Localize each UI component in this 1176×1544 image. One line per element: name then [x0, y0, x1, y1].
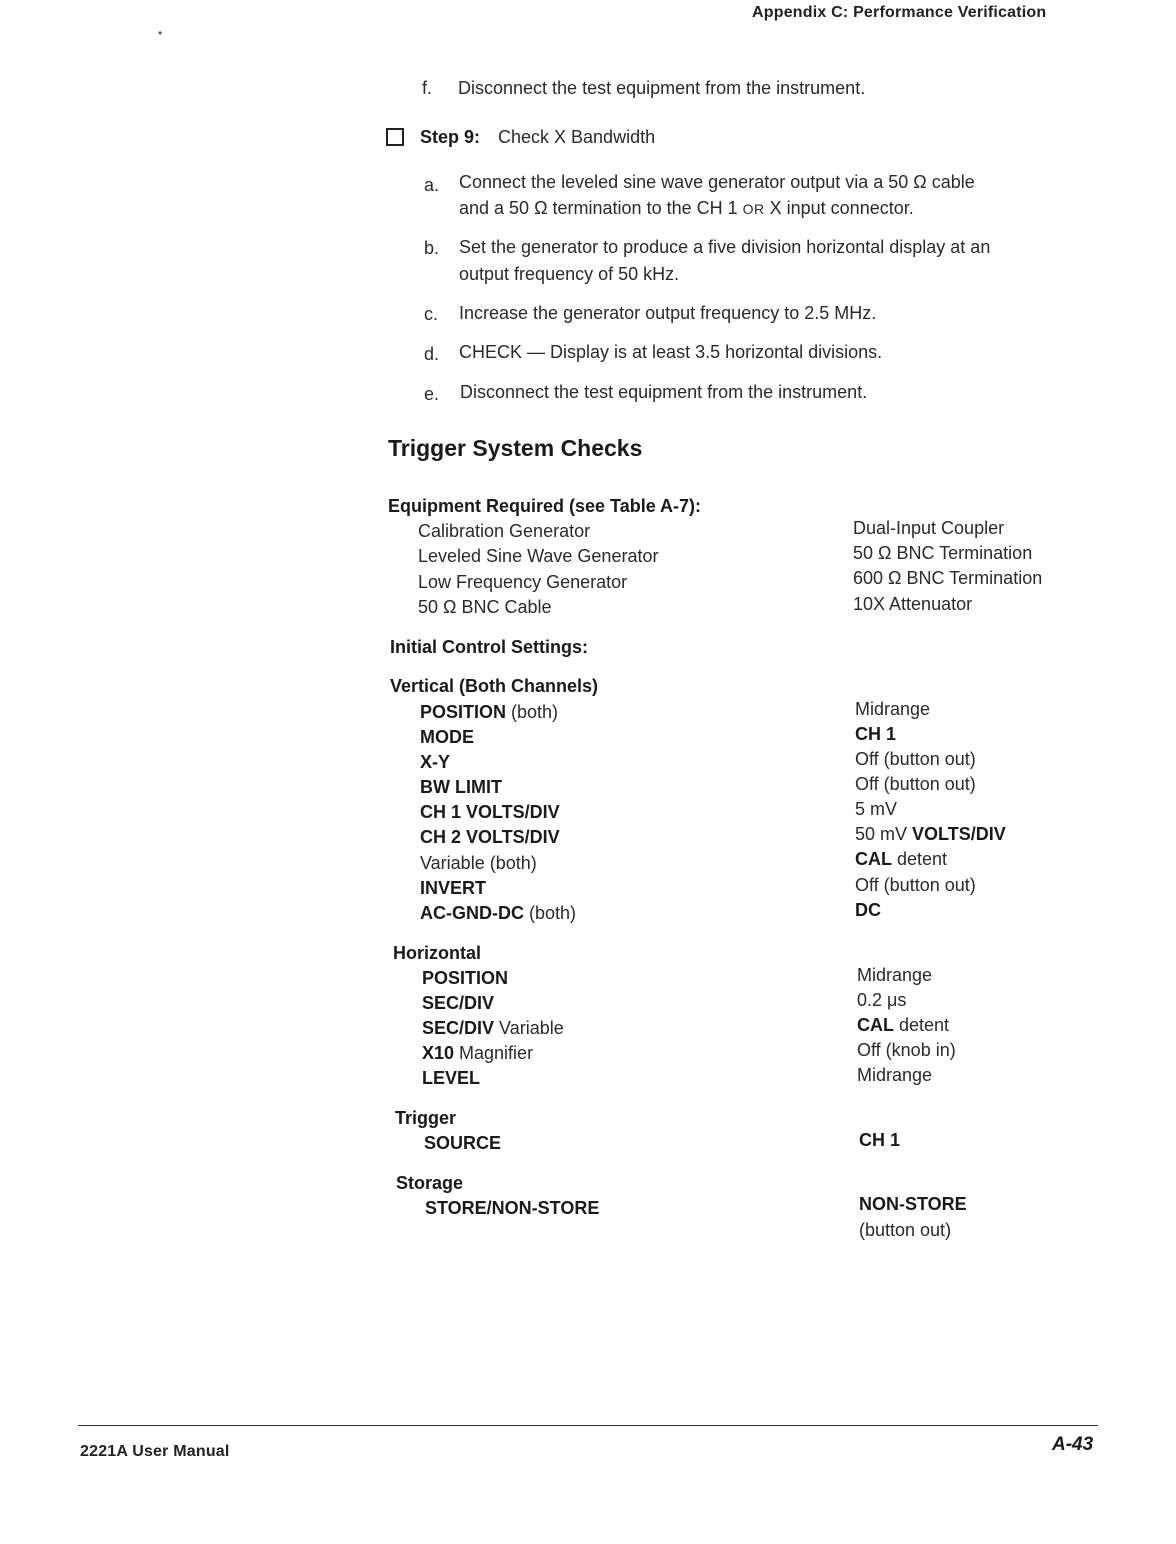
equipment-item: Dual-Input Coupler: [853, 518, 1005, 538]
control-value: CH 1: [859, 1130, 901, 1150]
control-name: CH 1 VOLTS/DIV: [420, 802, 560, 822]
equipment-item: 50 Ω BNC Termination: [853, 543, 1033, 563]
control-value: Midrange: [857, 1065, 933, 1085]
control-value: CH 1: [855, 724, 897, 744]
control-value: CAL detent: [855, 849, 948, 869]
control-value: Off (button out): [855, 875, 976, 895]
control-name: SEC/DIV: [422, 993, 495, 1013]
control-value-line2: (button out): [859, 1220, 952, 1240]
step-item-letter: b.: [424, 238, 440, 258]
step-title: Check X Bandwidth: [498, 127, 656, 147]
control-name: X10 Magnifier: [422, 1043, 534, 1063]
control-value: Off (knob in): [857, 1040, 956, 1060]
equipment-item: 10X Attenuator: [853, 594, 973, 614]
equipment-item: Leveled Sine Wave Generator: [418, 546, 659, 566]
equipment-item: 50 Ω BNC Cable: [418, 597, 552, 617]
control-name: MODE: [420, 727, 474, 747]
footer-rule: [78, 1425, 1098, 1426]
equipment-item: Low Frequency Generator: [418, 572, 628, 592]
control-value: Midrange: [855, 699, 931, 719]
step-item-text: Set the generator to produce a five division horizontal display at an: [459, 237, 991, 257]
control-name: Variable (both): [420, 853, 537, 873]
control-value: NON-STORE: [859, 1194, 967, 1214]
page-header: Appendix C: Performance Verification: [752, 4, 1047, 21]
step-label: Step 9:: [420, 127, 481, 147]
group-heading-horizontal: Horizontal: [393, 943, 481, 963]
section-title: Trigger System Checks: [388, 435, 643, 461]
control-name: SEC/DIV Variable: [422, 1018, 564, 1038]
control-name: AC-GND-DC (both): [420, 903, 577, 923]
control-name: BW LIMIT: [420, 777, 502, 797]
equipment-heading: Equipment Required (see Table A-7):: [388, 496, 702, 516]
control-value: CAL detent: [857, 1015, 950, 1035]
step-item-text-line2: output frequency of 50 kHz.: [459, 264, 680, 284]
initial-settings-heading: Initial Control Settings:: [390, 637, 588, 657]
control-name: POSITION (both): [420, 702, 559, 722]
step-item-text-line2: and a 50 Ω termination to the CH 1 OR X input connector.: [459, 198, 914, 218]
control-value: Midrange: [857, 965, 933, 985]
footer-manual-title: 2221A User Manual: [80, 1443, 230, 1460]
equipment-item: Calibration Generator: [418, 521, 591, 541]
control-name: STORE/NON-STORE: [425, 1198, 600, 1218]
step-item-text: CHECK — Display is at least 3.5 horizontal divisions.: [459, 342, 883, 362]
step-item-text: Increase the generator output frequency to 2.5 MHz.: [459, 303, 877, 323]
page-number: A-43: [1052, 1434, 1094, 1455]
step-checkbox[interactable]: [386, 128, 404, 146]
control-name: INVERT: [420, 878, 487, 898]
control-name: CH 2 VOLTS/DIV: [420, 827, 560, 847]
group-heading-storage: Storage: [396, 1173, 464, 1193]
step-item-letter: e.: [424, 384, 440, 404]
step-item-letter: a.: [424, 175, 440, 195]
control-name: X-Y: [420, 752, 451, 772]
control-value: 0.2 μs: [857, 990, 907, 1010]
control-name: POSITION: [422, 968, 509, 988]
control-value: Off (button out): [855, 774, 976, 794]
step-item-text: Connect the leveled sine wave generator output via a 50 Ω cable: [459, 172, 975, 192]
control-value: DC: [855, 900, 881, 920]
group-heading-trigger: Trigger: [395, 1108, 457, 1128]
control-value: 50 mV VOLTS/DIV: [855, 824, 1006, 844]
group-heading-vertical: Vertical (Both Channels): [390, 676, 599, 696]
step-item-text: Disconnect the test equipment from the instrument.: [460, 382, 868, 402]
control-value: Off (button out): [855, 749, 976, 769]
step-item-text: Disconnect the test equipment from the instrument.: [458, 78, 866, 98]
step-item-letter: c.: [424, 304, 439, 324]
control-value: 5 mV: [855, 799, 898, 819]
step-item-letter: f.: [422, 78, 433, 98]
scan-mark: •: [158, 26, 163, 40]
control-name: LEVEL: [422, 1068, 481, 1088]
control-name: SOURCE: [424, 1133, 502, 1153]
equipment-item: 600 Ω BNC Termination: [853, 568, 1043, 588]
step-item-letter: d.: [424, 344, 440, 364]
